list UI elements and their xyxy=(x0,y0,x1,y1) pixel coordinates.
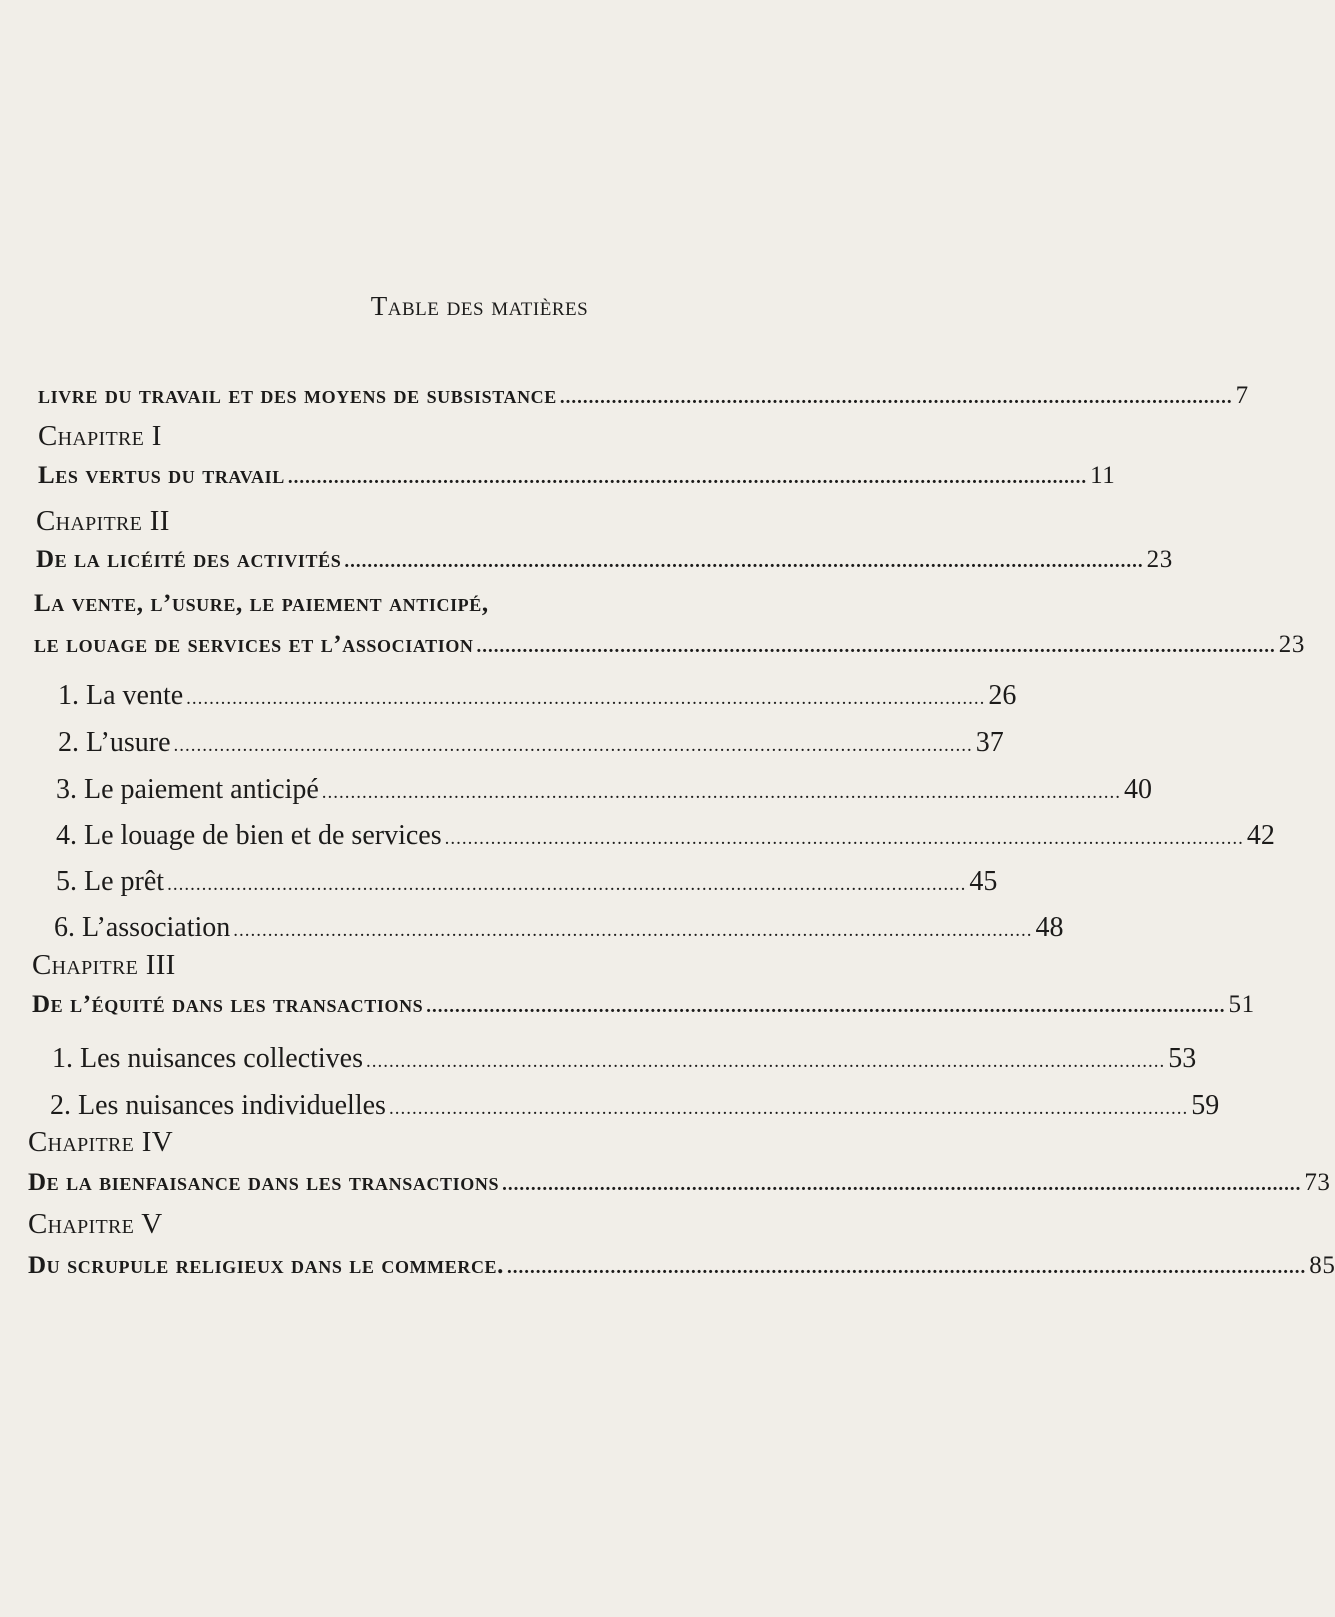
dot-leader: ........................................................................................................................................... xyxy=(233,920,1033,941)
dot-leader: ........................................................................................................................................... xyxy=(321,782,1122,803)
chapter-heading: Chapitre III xyxy=(32,949,176,981)
toc-entry-label: 1. La vente xyxy=(58,680,184,711)
toc-page-number: 53 xyxy=(1168,1043,1197,1074)
dot-leader: ........................................................................................................................................... xyxy=(287,467,1088,488)
toc-page-number: 51 xyxy=(1228,991,1255,1018)
dot-leader: ........................................................................................................................................... xyxy=(507,1257,1307,1278)
chapter-heading: Chapitre II xyxy=(36,505,170,537)
chapter-heading: Chapitre I xyxy=(38,420,162,452)
toc-page-number: 73 xyxy=(1304,1169,1331,1196)
dot-leader: ........................................................................................................................................... xyxy=(388,1098,1189,1119)
dot-leader: ........................................................................................................................................... xyxy=(476,636,1276,657)
toc-section xyxy=(0,820,1275,860)
toc-page-number: 26 xyxy=(988,680,1017,711)
toc-entry-chapter-3 xyxy=(0,991,1255,1031)
dot-leader: ........................................................................................................................................... xyxy=(173,735,973,756)
toc-entry-label: le louage de services et l’association xyxy=(34,631,474,658)
toc-group-heading: La vente, l’usure, le paiement anticipé, xyxy=(34,590,489,617)
page-title: Table des matières xyxy=(370,291,589,321)
toc-page-number: 37 xyxy=(975,727,1004,758)
toc-section xyxy=(0,680,1017,720)
toc-entry-label: 5. Le prêt xyxy=(56,866,165,897)
toc-page-number: 45 xyxy=(969,866,998,897)
toc-entry-label: De la bienfaisance dans les transactions xyxy=(28,1169,500,1196)
dot-leader: ........................................................................................................................................... xyxy=(426,996,1226,1017)
toc-section xyxy=(0,866,998,906)
dot-leader: ........................................................................................................................................... xyxy=(167,874,967,895)
toc-entry-label: Les vertus du travail xyxy=(38,462,285,489)
dot-leader: ........................................................................................................................................... xyxy=(186,688,986,709)
dot-leader: ........................................................................................................................................... xyxy=(444,828,1244,849)
dot-leader: ..................................................................................................................... xyxy=(559,387,1233,408)
toc-entry-label: 1. Les nuisances collectives xyxy=(52,1043,364,1074)
toc-entry-label: 6. L’association xyxy=(54,912,231,943)
dot-leader: ........................................................................................................................................... xyxy=(344,551,1144,572)
toc-entry-label: Du scrupule religieux dans le commerce. xyxy=(28,1252,504,1279)
toc-entry-chapter-5 xyxy=(0,1252,1335,1292)
toc-section xyxy=(0,912,1064,952)
toc-page-number: 11 xyxy=(1090,462,1116,489)
toc-entry-chapter-1 xyxy=(0,462,1116,502)
toc-page-number: 23 xyxy=(1278,631,1305,658)
toc-entry-label: 2. Les nuisances individuelles xyxy=(50,1090,386,1121)
toc-entry-label: De la licéité des activités xyxy=(36,546,342,573)
toc-entry-chapter-2 xyxy=(0,546,1173,586)
toc-page-number: 42 xyxy=(1246,820,1275,851)
toc-entry-group xyxy=(0,631,1305,671)
toc-page-number: 23 xyxy=(1146,546,1173,573)
toc-section xyxy=(0,727,1004,767)
toc-entry-label: livre du travail et des moyens de subsistance xyxy=(38,382,557,409)
toc-section xyxy=(0,1043,1197,1083)
toc-entry-label: 2. L’usure xyxy=(58,727,171,758)
toc-entry-label: De l’équité dans les transactions xyxy=(32,991,424,1018)
toc-page-number: 85 xyxy=(1309,1252,1335,1279)
toc-section xyxy=(0,1090,1220,1130)
dot-leader: ........................................................................................................................................... xyxy=(502,1174,1302,1195)
toc-entry-label: 4. Le louage de bien et de services xyxy=(56,820,442,851)
toc-page-number: 48 xyxy=(1035,912,1064,943)
chapter-heading: Chapitre V xyxy=(28,1208,163,1240)
toc-page-number: 59 xyxy=(1191,1090,1220,1121)
chapter-heading: Chapitre IV xyxy=(28,1126,173,1158)
toc-entry-livre xyxy=(0,382,1249,422)
toc-page-number: 7 xyxy=(1235,382,1249,409)
toc-section xyxy=(0,774,1153,814)
dot-leader: ........................................................................................................................................... xyxy=(366,1051,1166,1072)
toc-entry-chapter-4 xyxy=(0,1169,1331,1209)
toc-entry-label: 3. Le paiement anticipé xyxy=(56,774,319,805)
toc-page-number: 40 xyxy=(1124,774,1153,805)
